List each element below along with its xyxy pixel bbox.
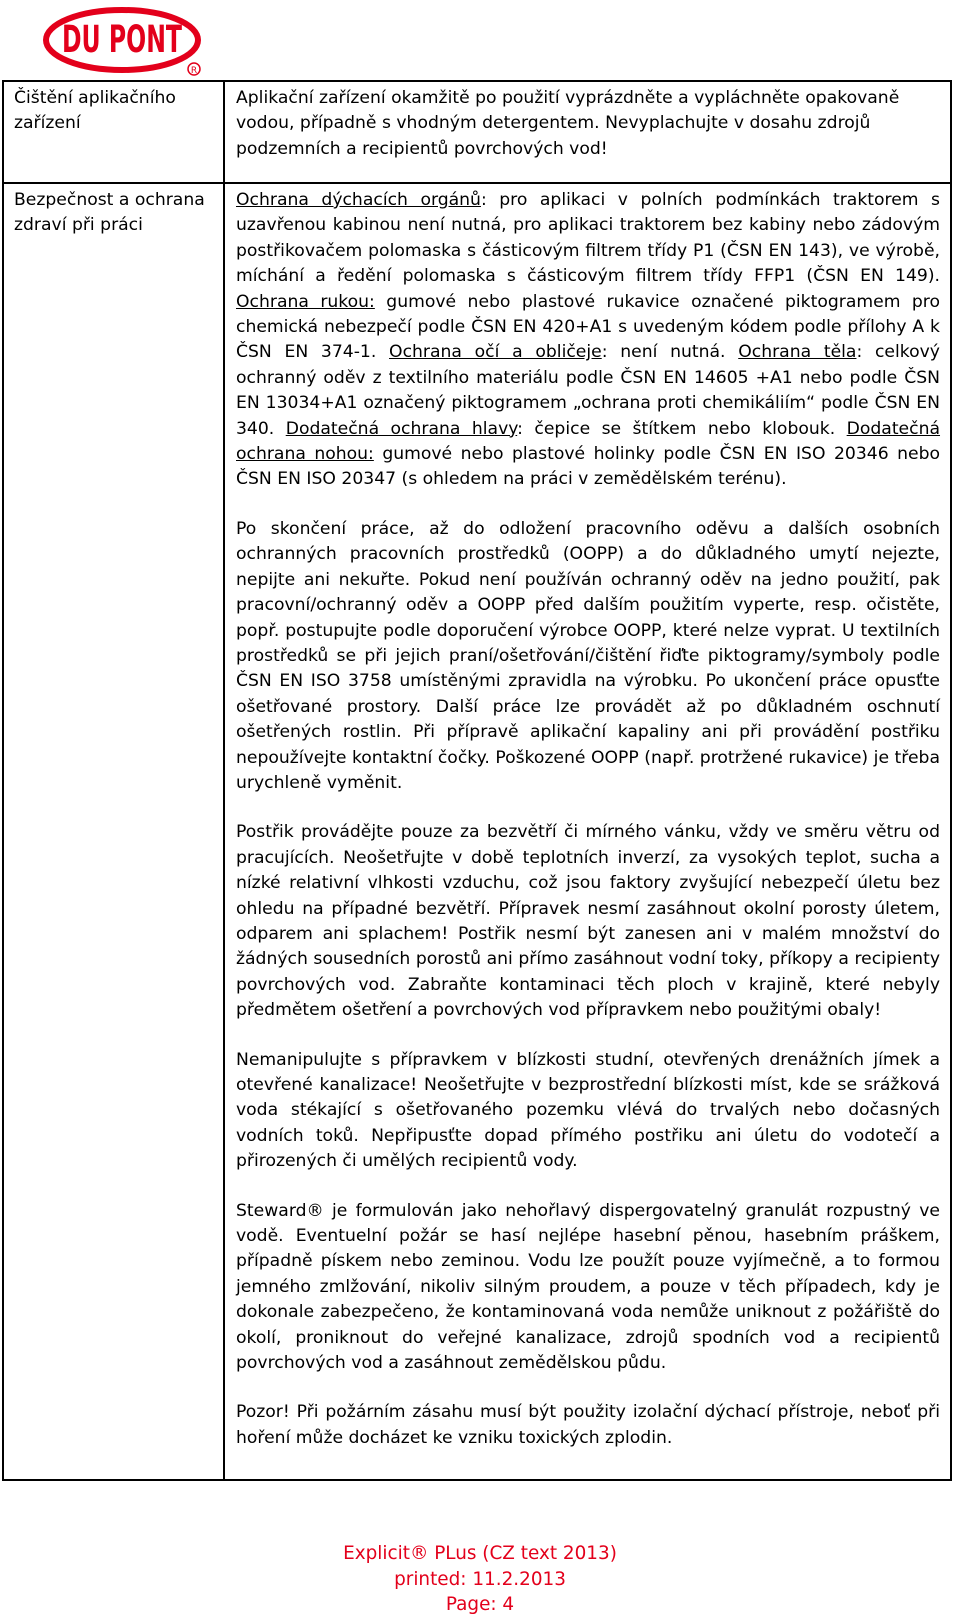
registered-mark: R	[190, 66, 198, 76]
paragraph-water-protection: Nemanipulujte s přípravkem v blízkosti studní, otevřených drenážních jímek a otevřené kanalizace! Neošetřujte v bezprostřední blízkosti míst, kde se srážková voda stékající s ošetřovaného pozemku vlévá do trvalých nebo dočasných vodních toků. Nepřipusťte dopad přímého postřiku ani úletu do vodotečí a přirozených či umělých recipientů vody.	[236, 1049, 940, 1172]
ppe-head-label: Dodatečná ochrana hlavy	[285, 418, 518, 439]
paragraph-fire: Steward® je formulován jako nehořlavý dispergovatelný granulát rozpustný ve vodě. Eventuelní požár se hasí nejlépe hasební pěnou, hasebním práškem, případně pískem nebo zeminou. Vodu lze použít pouze vyjímečně, a to formou jemného zmlžování, nikoliv silným proudem, a pouze v těch případech, kdy je dokonale zabezpečeno, že kontaminovaná voda nemůže uniknout z požářiště do okolí, proniknout do veřejné kanalizace, zdrojů spodních vod a recipientů povrchových vod a zasáhnout zemědělskou půdu.	[236, 1200, 940, 1374]
paragraph-spraying: Postřik provádějte pouze za bezvětří či mírného vánku, vždy ve směru větru od pracujících. Neošetřujte v době teplotních inverzí, za vysokých teplot, sucha a nízké relativní vlhkosti vzduchu, což jsou faktory zvyšující nebezpečí úletu bez ohledu na případné bezvětří. Přípravek nesmí zasáhnout okolní porosty úletem, odparem ani splachem! Postřik nesmí být zanesen ani v malém množství do žádných sousedních porostů ani přímo zasáhnout vodní toky, příkopy a recipienty povrchových vod. Zabraňte kontaminaci těch ploch v krajině, které nebyly předmětem ošetření a povrchových vod přípravkem nebo použitými obaly!	[236, 822, 940, 1021]
row-label-cleaning: Čištění aplikačního zařízení	[3, 81, 224, 183]
ppe-eyes-text: : není nutná.	[601, 342, 739, 363]
ppe-feet-text: gumové nebo plastové holinky podle ČSN EN ISO 20346 nebo ČSN EN ISO 20347 (s ohledem na práci v zemědělském terénu).	[236, 444, 940, 490]
page-footer	[0, 1541, 960, 1618]
dupont-logo	[42, 6, 208, 78]
ppe-body-label: Ochrana těla	[738, 342, 857, 363]
footer-product: Explicit® PLus (CZ text 2013)	[343, 1543, 617, 1564]
paragraph-warning: Pozor! Při požárním zásahu musí být použity izolační dýchací přístroje, neboť při hoření může docházet ke vzniku toxických zplodin.	[236, 1402, 940, 1448]
row-content-cleaning	[224, 81, 951, 183]
paragraph-after-work: Po skončení práce, až do odložení pracovního oděvu a dalších osobních ochranných pracovních prostředků (OOPP) a do důkladného umytí nejezte, nepijte ani nekuřte. Pokud není používán ochranný oděv na jedno použití, pak pracovní/ochranný oděv a OOPP před dalším použitím vyperte, resp. očistěte, popř. postupujte podle doporučení výrobce OOPP, které nelze vyprat. U textilních prostředků se při jejich praní/ošetřování/čištění řiďte piktogramy/symboly podle ČSN EN ISO 3758 umístěnými zpravidla na výrobku. Po ukončení práce opusťte ošetřované prostory. Další práce lze provádět až po důkladném oschnutí ošetřených rostlin. Při přípravě aplikační kapaliny ani při provádění postřiku nepoužívejte kontaktní čočky. Poškozené OOPP (např. protržené rukavice) je třeba urychleně vyměnit.	[236, 518, 940, 793]
ppe-eyes-label: Ochrana očí a obličeje	[389, 342, 602, 363]
ppe-hands-text: gumové nebo plastové rukavice označené piktogramem pro chemická nebezpečí podle ČSN EN 420+A1 s uvedeným kódem podle přílohy A k ČSN EN 374-1.	[236, 291, 940, 363]
cleaning-text: Aplikační zařízení okamžitě po použití vyprázdněte a vypláchněte opakovaně vodou, případně s vhodným detergentem. Nevyplachujte v dosahu zdrojů podzemních a recipientů povrchových vod!	[236, 88, 900, 159]
ppe-feet-label: Dodatečná ochrana nohou:	[236, 418, 941, 465]
label-table	[2, 80, 952, 1481]
row-label-safety: Bezpečnost a ochrana zdraví při práci	[3, 183, 224, 1480]
footer-printed-date: printed: 11.2.2013	[394, 1568, 566, 1590]
row-content-safety	[224, 183, 951, 1480]
ppe-paragraph	[236, 188, 940, 493]
ppe-head-text: : čepice se štítkem nebo klobouk.	[517, 418, 847, 439]
row-cleaning	[3, 81, 951, 183]
logo-text: DU PONT	[62, 18, 183, 61]
ppe-body-text: : celkový ochranný oděv z textilního materiálu podle ČSN EN 14605 +A1 nebo podle ČSN EN 13034+A1 označený piktogramem „ochrana proti chemikáliím“ podle ČSN EN 340.	[236, 342, 940, 439]
ppe-hands-label: Ochrana rukou:	[236, 291, 375, 312]
footer-page-number: Page: 4	[445, 1594, 515, 1615]
row-safety	[3, 183, 951, 1480]
ppe-respiratory-label: Ochrana dýchacích orgánů	[236, 190, 481, 210]
ppe-respiratory-text: : pro aplikaci v polních podmínkách traktorem s uzavřenou kabinou není nutná, pro aplikaci traktorem bez kabiny nebo zádovým postřikovačem polomaska s částicovým filtrem třídy P1 (ČSN EN 143), ve výrobě, míchání a ředění polomaska s částicovým filtrem třídy FFP1 (ČSN EN 149).	[236, 190, 940, 287]
